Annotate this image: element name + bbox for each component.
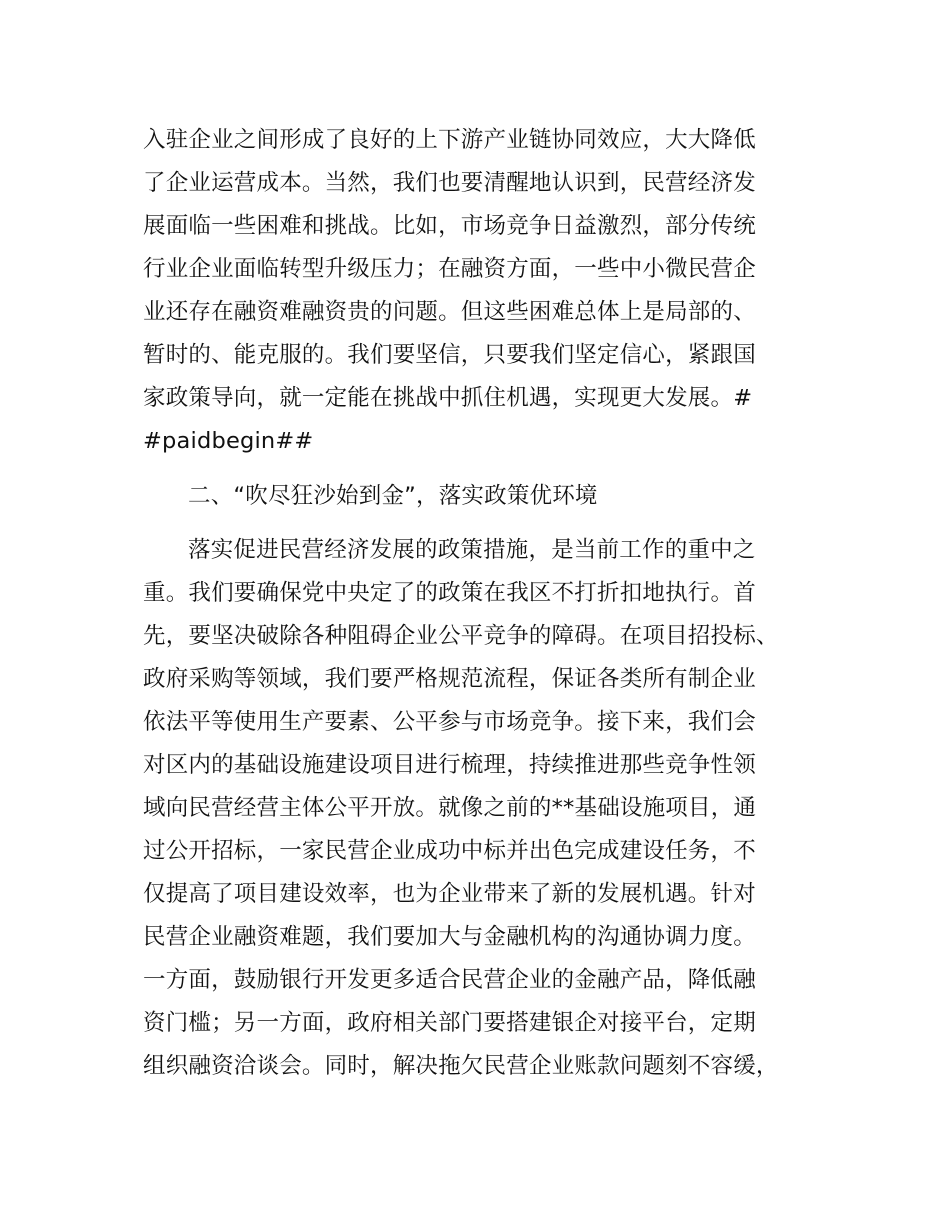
paragraph-line: 资门槛；另一方面，政府相关部门要搭建银企对接平台，定期 bbox=[143, 1010, 756, 1036]
paragraph-line: 一方面，鼓励银行开发更多适合民营企业的金融产品，降低融 bbox=[143, 967, 756, 993]
paragraph-line: 行业企业面临转型升级压力；在融资方面，一些中小微民营企 bbox=[143, 256, 756, 282]
paragraph-line: 了企业运营成本。当然，我们也要清醒地认识到，民营经济发 bbox=[143, 170, 756, 196]
paragraph-line: 暂时的、能克服的。我们要坚信，只要我们坚定信心，紧跟国 bbox=[143, 342, 756, 368]
paragraph-line: 政府采购等领域，我们要严格规范流程，保证各类所有制企业 bbox=[143, 666, 756, 692]
section-heading: 二、“吹尽狂沙始到金”，落实政策优环境 bbox=[188, 483, 598, 509]
paragraph-line: 展面临一些困难和挑战。比如，市场竞争日益激烈，部分传统 bbox=[143, 213, 756, 239]
paragraph-line: 落实促进民营经济发展的政策措施，是当前工作的重中之 bbox=[188, 537, 756, 563]
paragraph-line: #paidbegin## bbox=[143, 428, 314, 454]
paragraph-line: 家政策导向，就一定能在挑战中抓住机遇，实现更大发展。# bbox=[143, 385, 753, 411]
paragraph-line: 业还存在融资难融资贵的问题。但这些困难总体上是局部的、 bbox=[143, 299, 756, 325]
paragraph-line: 先，要坚决破除各种阻碍企业公平竞争的障碍。在项目招投标、 bbox=[143, 623, 779, 649]
paragraph-line: 对区内的基础设施建设项目进行梳理，持续推进那些竞争性领 bbox=[143, 752, 756, 778]
paragraph-line: 仅提高了项目建设效率，也为企业带来了新的发展机遇。针对 bbox=[143, 881, 756, 907]
paragraph-line: 过公开招标，一家民营企业成功中标并出色完成建设任务，不 bbox=[143, 838, 756, 864]
paragraph-line: 入驻企业之间形成了良好的上下游产业链协同效应，大大降低 bbox=[143, 127, 756, 153]
paragraph-line: 组织融资洽谈会。同时，解决拖欠民营企业账款问题刻不容缓， bbox=[143, 1053, 779, 1079]
paragraph-line: 域向民营经营主体公平开放。就像之前的**基础设施项目，通 bbox=[143, 795, 757, 821]
paragraph-line: 依法平等使用生产要素、公平参与市场竞争。接下来，我们会 bbox=[143, 709, 756, 735]
paragraph-line: 重。我们要确保党中央定了的政策在我区不打折扣地执行。首 bbox=[143, 580, 756, 606]
paragraph-line: 民营企业融资难题，我们要加大与金融机构的沟通协调力度。 bbox=[143, 924, 756, 950]
